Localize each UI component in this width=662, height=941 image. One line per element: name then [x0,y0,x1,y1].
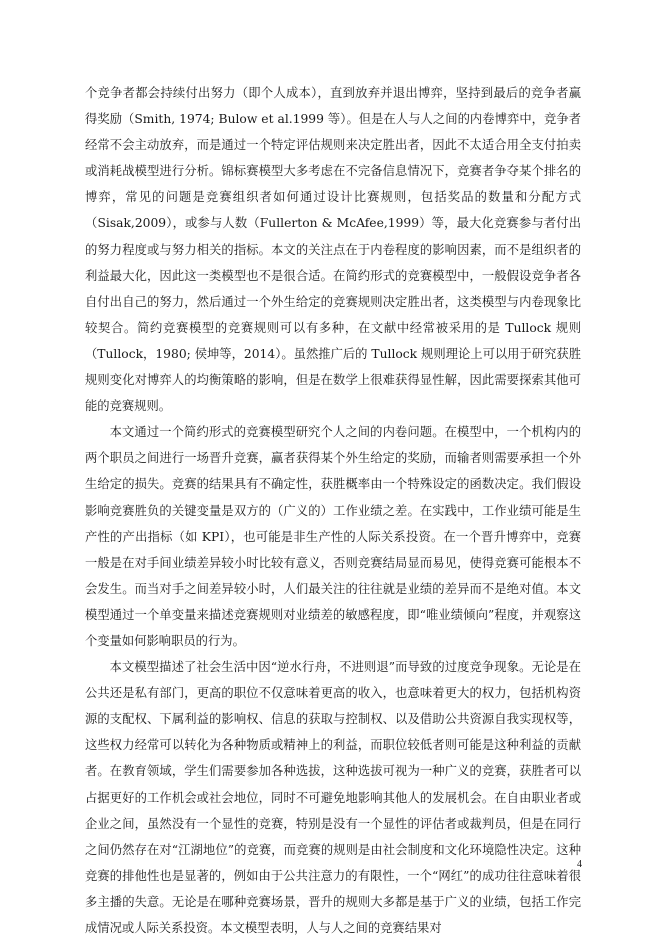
paragraph: 本文通过一个简约形式的竞赛模型研究个人之间的内卷问题。在模型中，一个机构内的两个职员之间进行一场晋升竞赛，赢者获得某个外生给定的奖励，而输者则需要承担一个外生给定的损失。竞赛的结果具有不确定性，获胜概率由一个特殊设定的函数决定。我们假设影响竞赛胜负的关键变量是双方的（广义的）工作业绩之差。在实践中，工作业绩可能是生产性的产出指标（如 KPI），也可能是非生产性的人际关系投资。在一个晋升博弈中，竞赛一般是在对手间业绩差异较小时比较有意义，否则竞赛结局显而易见，使得竞赛可能根本不会发生。而当对手之间差异较小时，人们最关注的往往就是业绩的差异而不是绝对值。本文模型通过一个单变量来描述竞赛规则对业绩差的敏感程度，即“唯业绩倾向”程度，并观察这个变量如何影响职员的行为。 [85,425,581,648]
paragraph: 本文模型描述了社会生活中因“逆水行舟，不进则退”而导致的过度竞争现象。无论是在公共还是私有部门，更高的职位不仅意味着更高的收入，也意味着更大的权力，包括机构资源的支配权、下属利益的影响权、信息的获取与控制权、以及借助公共资源自我实现权等，这些权力经常可以转化为各种物质或精神上的利益，而职位较低者则可能是这种利益的贡献者。在教育领域，学生们需要参加各种选拔，这种选拔可视为一种广义的竞赛，获胜者可以占据更好的工作机会或社会地位，同时不可避免地影响其他人的发展机会。在自由职业者或企业之间，虽然没有一个显性的竞赛，特别是没有一个显性的评估者或裁判员，但是在同行之间仍然存在对“江湖地位”的竞赛，而竞赛的规则是由社会制度和文化环境隐性决定。这种竞赛的排他性也是显著的，例如由于公共注意力的有限性，一个“网红”的成功往往意味着很多主播的失意。无论是在哪种竞赛场景，晋升的规则大多都是基于广义的业绩，包括工作完成情况或人际关系投资。本文模型表明，人与人之间的竞赛结果对 [85,660,581,935]
body-text [85,80,581,941]
page-number: 4 [577,859,582,870]
paragraph-continued: 个竞争者都会持续付出努力（即个人成本），直到放弃并退出博弈，坚持到最后的竞争者赢得奖励（Smith, 1974; Bulow et al.1999 等）。但是在人与人之间的内卷博弈中，竞争者经常不会主动放弃，而是通过一个特定评估规则来决定胜出者，因此不太适合用全支付拍卖或消耗战模型进行分析。锦标赛模型大多考虑在不完备信息情况下，竞赛者争夺某个排名的博弈，常见的问题是竞赛组织者如何通过设计比赛规则，包括奖品的数量和分配方式（Sisak,2009），或参与人数（Fullerton & McAfee,1999）等，最大化竞赛参与者付出的努力程度或与努力相关的指标。本文的关注点在于内卷程度的影响因素，而不是组织者的利益最大化，因此这一类模型也不是很合适。在简约形式的竞赛模型中，一般假设竞争者各自付出自己的努力，然后通过一个外生给定的竞赛规则决定胜出者，这类模型与内卷现象比较契合。简约竞赛模型的竞赛规则可以有多种，在文献中经常被采用的是 Tullock 规则（Tullock，1980; 侯坤等，2014）。虽然推广后的 Tullock 规则理论上可以用于研究获胜规则变化对博弈人的均衡策略的影响，但是在数学上很难获得显性解，因此需要探索其他可能的竞赛规则。 [85,86,581,414]
